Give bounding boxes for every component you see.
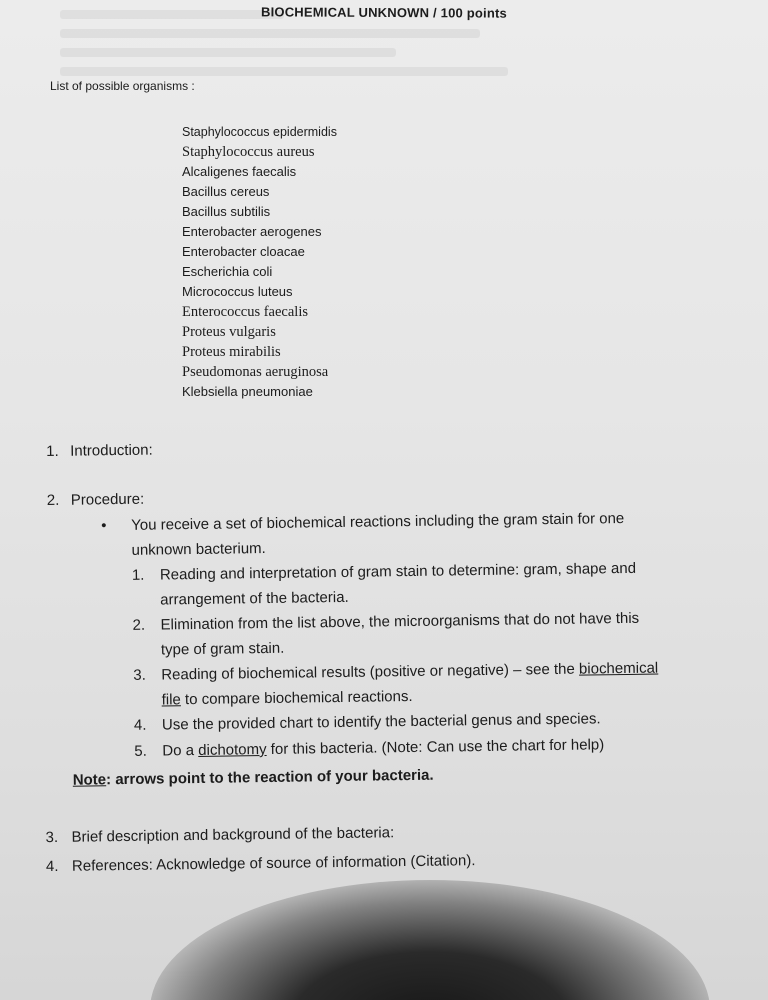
step-1-text: Reading and interpretation of gram stain to determine: gram, shape and [159, 559, 637, 584]
list-item: Klebsiella pneumoniae [182, 384, 313, 399]
section-4-heading: References: Acknowledge of source of information (Citation). [71, 852, 476, 875]
dichotomy-link[interactable]: dichotomy [198, 741, 267, 759]
step-5-number: 5. [134, 742, 147, 760]
procedure-bullet-line: You receive a set of biochemical reactions including the gram stain for one [131, 509, 625, 534]
list-item: Staphylococcus aureus [182, 144, 315, 160]
list-item: Enterobacter aerogenes [182, 224, 322, 239]
organism-list-label: List of possible organisms : [50, 79, 195, 93]
step-3-text [161, 660, 658, 684]
step-3-number: 3. [133, 666, 146, 684]
step-3-text-part: Reading of biochemical results (positive or negative) – see the [161, 660, 580, 684]
section-2-heading: Procedure: [70, 490, 145, 509]
list-item: Bacillus subtilis [182, 204, 271, 219]
section-3-heading: Brief description and background of the bacteria: [71, 824, 395, 846]
list-item: Alcaligenes faecalis [182, 164, 297, 179]
note-line [73, 767, 434, 789]
list-item: Escherichia coli [182, 264, 273, 279]
page-title: BIOCHEMICAL UNKNOWN / 100 points [260, 4, 508, 21]
note-label: Note [72, 771, 107, 789]
biochemical-file-link[interactable]: biochemical [578, 659, 659, 678]
list-item: Pseudomonas aeruginosa [182, 364, 329, 380]
step-1-number: 1. [131, 566, 145, 584]
list-item: Micrococcus luteus [182, 284, 293, 299]
biochemical-file-link[interactable]: file [161, 691, 181, 709]
list-item: Proteus vulgaris [182, 324, 276, 340]
list-item: Enterococcus faecalis [182, 304, 308, 320]
step-5-text-part: Do a [162, 741, 199, 760]
step-1-text: arrangement of the bacteria. [160, 588, 349, 609]
step-4-number: 4. [133, 716, 147, 734]
section-3-number: 3. [45, 828, 59, 847]
section-1-number: 1. [46, 442, 59, 461]
step-2-number: 2. [132, 616, 146, 634]
step-3-text-part: to compare biochemical reactions. [180, 687, 413, 709]
list-item: Enterobacter cloacae [182, 244, 305, 259]
step-5-text-part: for this bacteria. (Note: Can use the chart for help) [266, 736, 605, 759]
step-2-text: type of gram stain. [160, 639, 285, 659]
step-3-text [162, 688, 413, 709]
list-item: Bacillus cereus [182, 184, 270, 199]
section-1-heading: Introduction: [70, 441, 153, 460]
step-4-text: Use the provided chart to identify the bacterial genus and species. [161, 710, 601, 734]
note-text: : arrows point to the reaction of your bacteria. [105, 766, 434, 789]
list-item: Proteus mirabilis [182, 344, 281, 360]
step-2-text: Elimination from the list above, the microorganisms that do not have this [160, 609, 640, 634]
section-2-number: 2. [46, 491, 60, 510]
procedure-bullet-line: unknown bacterium. [131, 539, 266, 559]
list-item: Staphylococcus epidermidis [182, 125, 337, 139]
step-5-text [162, 736, 604, 759]
bullet-icon: • [101, 517, 107, 535]
section-4-number: 4. [45, 857, 59, 876]
